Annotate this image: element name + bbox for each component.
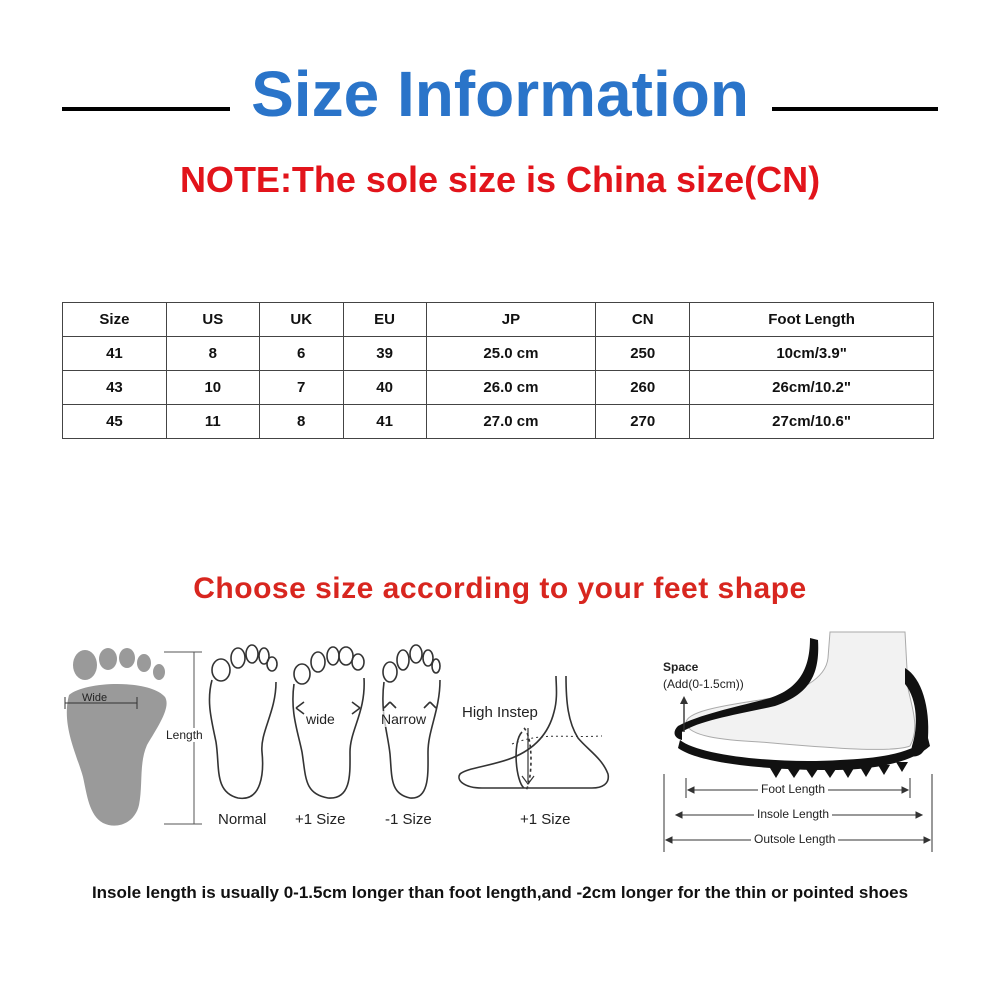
length-label: Length [166,728,203,742]
insole-length-label: Insole Length [754,807,832,821]
table-header: UK [259,303,343,337]
table-row [63,371,934,405]
wide-caption: +1 Size [295,811,346,828]
table-cell: 11 [166,405,259,439]
space-label: Space [663,660,699,674]
foot-length-label: Foot Length [758,782,828,796]
table-cell: 26.0 cm [426,371,596,405]
table-cell: 41 [343,405,426,439]
table-cell: 40 [343,371,426,405]
table-row [63,405,934,439]
table-cell: 25.0 cm [426,337,596,371]
outsole-length-label: Outsole Length [751,832,838,846]
high-instep-foot-icon [452,672,622,792]
table-cell: 41 [63,337,167,371]
table-cell: 270 [596,405,690,439]
high-instep-caption: +1 Size [520,811,571,828]
space-sub-label: (Add(0-1.5cm)) [663,677,744,691]
table-cell: 250 [596,337,690,371]
table-cell: 27.0 cm [426,405,596,439]
table-cell: 45 [63,405,167,439]
table-header: JP [426,303,596,337]
table-header: CN [596,303,690,337]
table-cell: 7 [259,371,343,405]
table-cell: 39 [343,337,426,371]
table-cell: 43 [63,371,167,405]
narrow-caption: -1 Size [385,811,432,828]
normal-caption: Normal [218,811,267,828]
wide-label: Wide [82,692,108,704]
shoe-section-icon [660,628,940,778]
size-note: NOTE:The sole size is China size(CN) [179,159,821,200]
table-header: EU [343,303,426,337]
table-header-row [63,303,934,337]
table-header: Size [63,303,167,337]
table-header: Foot Length [690,303,934,337]
table-cell: 27cm/10.6" [690,405,934,439]
table-cell: 26cm/10.2" [690,371,934,405]
table-cell: 8 [166,337,259,371]
size-table [62,302,934,439]
table-cell: 10cm/3.9" [690,337,934,371]
table-row [63,337,934,371]
footer-note: Insole length is usually 0-1.5cm longer than foot length,and -2cm longer for the thin or pointed shoes [91,883,909,902]
table-cell: 6 [259,337,343,371]
table-cell: 8 [259,405,343,439]
table-header: US [166,303,259,337]
normal-foot-icon [204,642,280,802]
wide-inner-label: wide [306,711,335,727]
page-title: Size Information [251,58,749,130]
feet-shape-title: Choose size according to your feet shape [193,572,807,605]
table-cell: 260 [596,371,690,405]
high-instep-label: High Instep [462,704,538,721]
table-cell: 10 [166,371,259,405]
narrow-inner-label: Narrow [381,711,427,727]
